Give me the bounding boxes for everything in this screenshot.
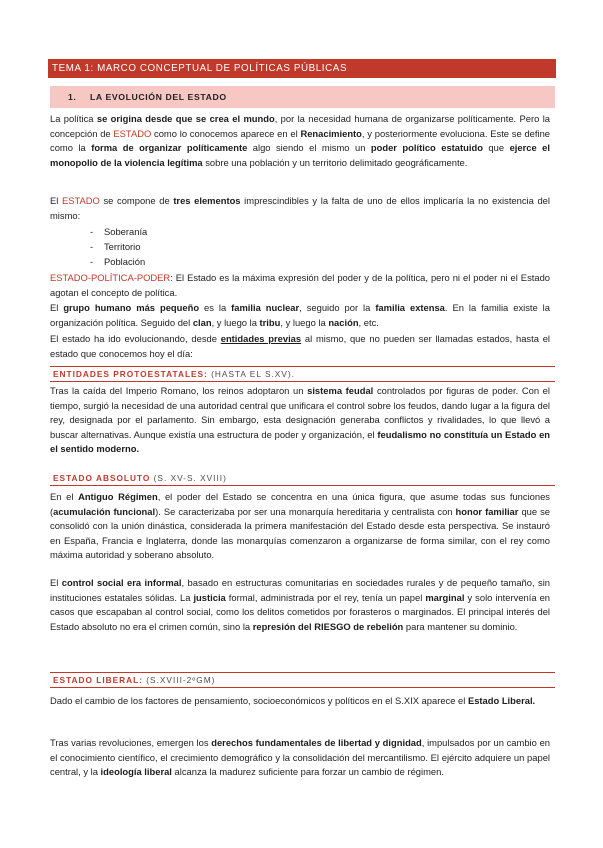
- section-number: 1.: [68, 92, 77, 102]
- list-item: - Población: [90, 256, 146, 267]
- list-item: - Soberanía: [90, 226, 148, 237]
- list-item: - Territorio: [90, 241, 141, 252]
- paragraph-familia: El grupo humano más pequeño es la familia nuclear, seguido por la familia extensa. En la familia existe la organización política. Seguido del clan, y luego la tribu, y luego la nación, etc.: [50, 302, 550, 328]
- paragraph-definition: La política se origina desde que se crea el mundo, por la necesidad humana de organizarse políticamente. Pero la concepción de ESTADO como lo conocemos aparece en el Renacimiento, y posteriormente evoluciona. Este se define como la forma de organizar políticamente algo siendo el mismo un poder político estatuido que ejerce el monopolio de la violencia legítima sobre una población y un territorio delimitado geográficamente.: [50, 113, 550, 168]
- paragraph-antiguo-regimen: En el Antiguo Régimen, el poder del Estado se concentra en una única figura, que asume todas sus funciones (acumulación funcional). Se caracterizaba por ser una monarquía hereditaria y centralista con honor familiar que se consolidó con la unión dinástica, considerada la primera manifestación del Estado desde esta perspectiva. Se instauró en España, Francia e Inglaterra, donde las monarquías comenzaron a organizarse de forma similar, con el rey como máxima autoridad y soberano absoluto.: [50, 491, 550, 560]
- paragraph-revoluciones: Tras varias revoluciones, emergen los derechos fundamentales de libertad y dignidad, impulsados por un cambio en el conocimiento científico, el crecimiento demográfico y la consolidación del mercantilismo. El ejército adquiere un papel central, y la ideología liberal alcanza la madurez suficiente para forzar un cambio de régimen.: [50, 737, 550, 777]
- paragraph-control-social: El control social era informal, basado en estructuras comunitarias en sociedades rurales y de pequeño tamaño, sin instituciones estatales sólidas. La justicia formal, administrada por el rey, tenía un papel marginal y solo intervenía en casos que escapaban al control social, como los delitos cometidos por forasteros o marginados. El principal interés del Estado absoluto no era el crimen común, sino la represión del RIESGO de rebelión para mantener su dominio.: [50, 577, 551, 632]
- subsection-estado-absoluto: ESTADO ABSOLUTO (S. XV-S. XVIII): [50, 471, 555, 486]
- section-title: LA EVOLUCIÓN DEL ESTADO: [90, 92, 227, 102]
- paragraph-feudalismo: Tras la caída del Imperio Romano, los reinos adoptaron un sistema feudal controlados por figuras de poder. Con el tiempo, surgió la necesidad de una autoridad central que unificara el control sobre los feudos, dando lugar a la figura del rey, designada por el parlamento. Sin embargo, esta designación generaba conflictos y rivalidades, lo que llevó a buscar alternativas. Aunque existía una estructura de poder y organización, el feudalismo no constituía un Estado en el sentido moderno.: [50, 385, 551, 454]
- paragraph-evolucion: El estado ha ido evolucionando, desde entidades previas al mismo, que no pueden ser llamadas estados, hasta el estado que conocemos hoy el día:: [50, 333, 551, 359]
- paragraph-estado-liberal: Dado el cambio de los factores de pensamiento, socioeconómicos y políticos en el S.XIX aparece el Estado Liberal.: [50, 695, 536, 706]
- paragraph-estado-politica-poder: ESTADO-POLÍTICA-PODER: El Estado es la máxima expresión del poder y de la política, pero ni el poder ni el Estado agotan el concepto de política.: [50, 272, 550, 298]
- document-title: TEMA 1: MARCO CONCEPTUAL DE POLÍTICAS PÚBLICAS: [48, 59, 556, 78]
- subsection-protoestatales: ENTIDADES PROTOESTATALES: (HASTA EL S.XV).: [50, 366, 555, 382]
- paragraph-elements: El ESTADO se compone de tres elementos imprescindibles y la falta de uno de ellos implicaría la no existencia del mismo:: [50, 195, 550, 221]
- subsection-estado-liberal: ESTADO LIBERAL: (S.XVIII-2ºGM): [50, 672, 555, 688]
- section-heading: [50, 86, 555, 108]
